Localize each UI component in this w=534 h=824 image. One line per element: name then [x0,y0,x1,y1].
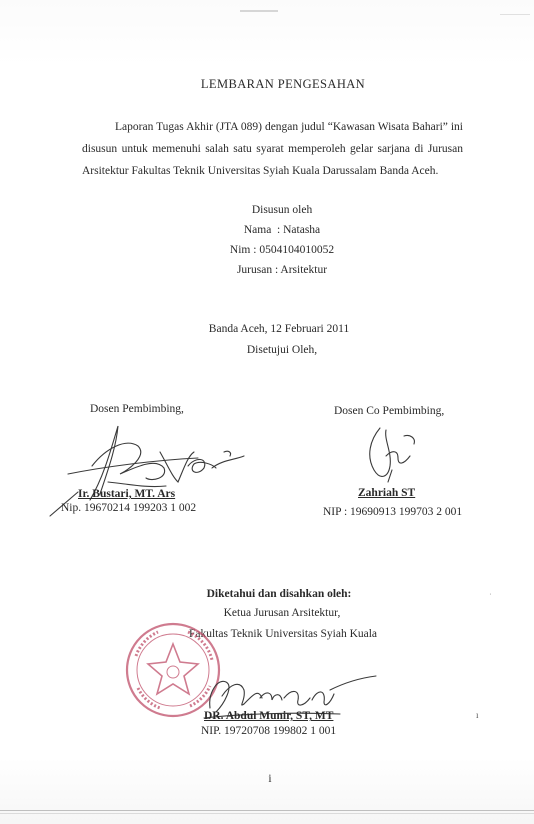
scan-mark [240,10,278,12]
scan-mark [500,14,530,15]
right-name: Zahriah ST [358,487,416,499]
page-title: LEMBARAN PENGESAHAN [200,77,366,91]
paragraph-line-2: disusun untuk memenuhi salah satu syarat memperoleh gelar sarjana di Jurusan [82,143,463,155]
right-nip: NIP : 19690913 199703 2 001 [323,506,463,518]
bottom-heading: Diketahui dan disahkan oleh: [206,588,352,600]
left-name: Ir. Bustari, MT. Ars [78,488,176,500]
left-nip: Nip. 19670214 199203 1 002 [61,502,197,514]
paragraph-line-3: Arsitektur Fakultas Teknik Universitas Syiah Kuala Darussalam Banda Aceh. [82,165,439,177]
page-number: i [268,773,272,785]
author-major: Jurusan : Arsitektur [236,264,328,276]
right-role: Dosen Co Pembimbing, [334,405,445,417]
author-nim: Nim : 0504104010052 [229,244,335,256]
author-label: Disusun oleh [251,204,313,216]
approved-by-label: Disetujui Oleh, [246,344,318,356]
scan-edge [0,813,534,814]
left-role: Dosen Pembimbing, [90,403,184,415]
bottom-position-line2: Fakultas Teknik Universitas Syiah Kuala [188,628,378,640]
right-signature [358,420,428,490]
paragraph-line-1: Laporan Tugas Akhir (JTA 089) dengan judul “Kawasan Wisata Bahari” ini [115,121,463,133]
margin-mark: ı [476,710,479,720]
bottom-name: DR. Abdul Munir, ST, MT [204,710,334,722]
bottom-position-line1: Ketua Jurusan Arsitektur, [223,607,341,619]
bottom-nip: NIP. 19720708 199802 1 001 [201,725,337,737]
place-date: Banda Aceh, 12 Februari 2011 [208,323,350,335]
margin-mark: ˙ [489,592,492,601]
author-name: Nama : Natasha [243,224,321,236]
scan-edge [0,810,534,811]
